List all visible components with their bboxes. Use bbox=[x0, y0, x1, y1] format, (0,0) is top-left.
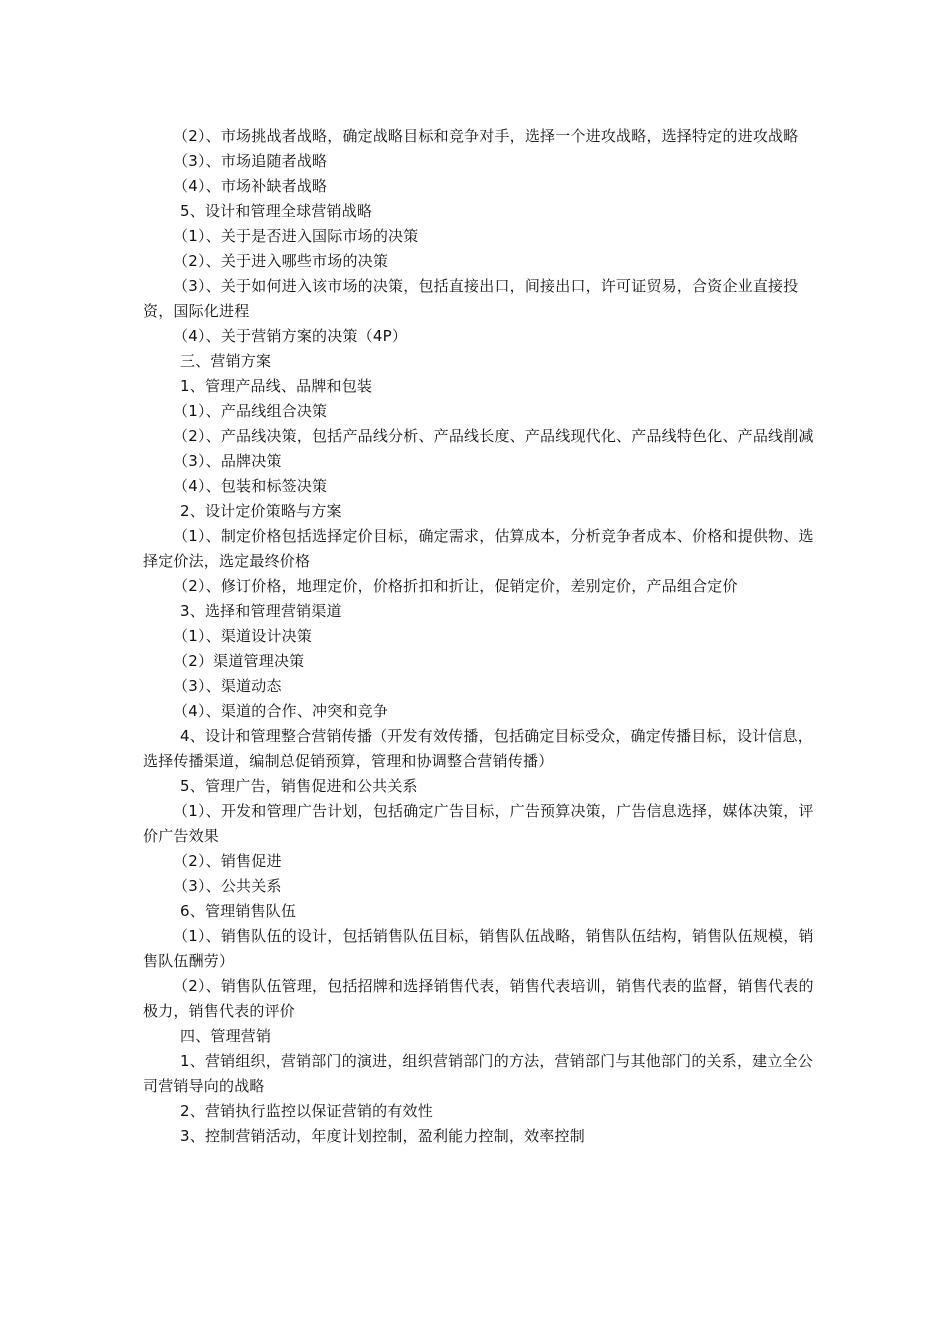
paragraph: （4）、包装和标签决策 bbox=[173, 477, 328, 495]
section-heading: 1、营销组织，营销部门的演进，组织营销部门的方法，营销部门与其他部门的关系，建立全公司营销导向的战略 bbox=[143, 1052, 813, 1095]
paragraph: （3）、品牌决策 bbox=[173, 452, 282, 470]
section-heading: 4、设计和管理整合营销传播（开发有效传播，包括确定目标受众，确定传播目标，设计信息，选择传播渠道，编制总促销预算，管理和协调整合营销传播） bbox=[143, 727, 813, 770]
section-heading: 5、管理广告，销售促进和公共关系 bbox=[180, 777, 418, 795]
section-heading: 2、营销执行监控以保证营销的有效性 bbox=[180, 1102, 433, 1120]
paragraph: （2）、修订价格，地理定价，价格折扣和折让，促销定价，差别定价，产品组合定价 bbox=[173, 577, 738, 595]
section-heading: 2、设计定价策略与方案 bbox=[180, 502, 342, 520]
paragraph: （1）、制定价格包括选择定价目标，确定需求，估算成本，分析竞争者成本、价格和提供物、选择定价法，选定最终价格 bbox=[143, 527, 814, 570]
section-heading: 5、设计和管理全球营销战略 bbox=[180, 202, 373, 220]
document-body bbox=[143, 124, 815, 1149]
section-heading: 3、控制营销活动，年度计划控制，盈利能力控制，效率控制 bbox=[180, 1127, 585, 1145]
paragraph: （2）、关于进入哪些市场的决策 bbox=[173, 252, 389, 270]
paragraph: （2）渠道管理决策 bbox=[173, 652, 305, 670]
paragraph: （3）、关于如何进入该市场的决策，包括直接出口，间接出口，许可证贸易，合资企业直接投资，国际化进程 bbox=[143, 277, 799, 320]
paragraph: （1）、渠道设计决策 bbox=[173, 627, 313, 645]
section-heading: 6、管理销售队伍 bbox=[180, 902, 297, 920]
paragraph: （3）、市场追随者战略 bbox=[173, 152, 328, 170]
paragraph: （4）、渠道的合作、冲突和竞争 bbox=[173, 702, 389, 720]
section-heading: 1、管理产品线、品牌和包装 bbox=[180, 377, 373, 395]
chapter-heading: 三、营销方案 bbox=[180, 352, 272, 370]
section-heading: 3、选择和管理营销渠道 bbox=[180, 602, 342, 620]
paragraph: （4）、关于营销方案的决策（4P） bbox=[173, 327, 408, 345]
paragraph: （1）、产品线组合决策 bbox=[173, 402, 328, 420]
paragraph: （2）、销售队伍管理，包括招牌和选择销售代表，销售代表培训，销售代表的监督，销售代表的极力，销售代表的评价 bbox=[143, 977, 814, 1020]
paragraph: （1）、关于是否进入国际市场的决策 bbox=[173, 227, 419, 245]
chapter-heading: 四、管理营销 bbox=[180, 1027, 272, 1045]
paragraph: （1）、开发和管理广告计划，包括确定广告目标，广告预算决策，广告信息选择，媒体决策，评价广告效果 bbox=[143, 802, 814, 845]
paragraph: （4）、市场补缺者战略 bbox=[173, 177, 328, 195]
paragraph: （1）、销售队伍的设计，包括销售队伍目标，销售队伍战略，销售队伍结构，销售队伍规模，销售队伍酬劳） bbox=[143, 927, 814, 970]
paragraph: （3）、公共关系 bbox=[173, 877, 282, 895]
paragraph: （3）、渠道动态 bbox=[173, 677, 282, 695]
paragraph: （2）、市场挑战者战略，确定战略目标和竞争对手，选择一个进攻战略，选择特定的进攻战略 bbox=[173, 127, 799, 145]
paragraph: （2）、销售促进 bbox=[173, 852, 282, 870]
paragraph: （2）、产品线决策，包括产品线分析、产品线长度、产品线现代化、产品线特色化、产品线削减 bbox=[173, 427, 814, 445]
